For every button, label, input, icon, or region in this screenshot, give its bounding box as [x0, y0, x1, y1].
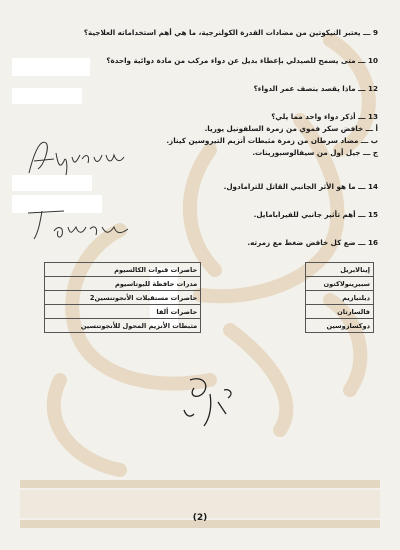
- question-14: 14 ـــ ما هو الأثر الجانبي القاتل للترامادول.: [223, 182, 378, 191]
- drug-name-cell: سبيرينولاكتون: [306, 277, 374, 291]
- drug-class-cell: حاصرات مستقبلات الأنجوتنسين2: [45, 291, 201, 305]
- question-15: 15 ـــ أهم تأثير جانبي للفيرابامايل.: [253, 210, 378, 219]
- question-16: 16 ـــ ضع كل خافض ضغط مع زمرته.: [247, 238, 378, 247]
- drug-class-cell: حاصرات قنوات الكالسيوم: [45, 263, 201, 277]
- redaction-block: [12, 88, 82, 104]
- matching-table: [44, 262, 374, 333]
- question-13: 13 ـــ أذكر دواء واحد مما يلي؟: [271, 112, 378, 121]
- drug-class-cell: حاصرات ألفا: [45, 305, 201, 319]
- drug-class-cell: مدرات حافظة للبوتاسيوم: [45, 277, 201, 291]
- examiner-signature: [170, 370, 250, 440]
- table-row: [45, 319, 374, 333]
- question-13-c: ج ـــ جيل أول من سيفالوسبورينات.: [252, 148, 378, 157]
- table-row: [45, 263, 374, 277]
- table-row: [45, 305, 374, 319]
- table-row: [45, 277, 374, 291]
- table-row: [45, 291, 374, 305]
- question-9: 9 ـــ يعتبر النيكوتين من مضادات القدرة الكولنرجية، ما هي أهم استخداماته العلاجية؟: [83, 28, 378, 37]
- redaction-block: [12, 58, 90, 76]
- question-13-a: أ ـــ خافض سكر فموي من زمرة السلفونيل يوريا.: [204, 124, 378, 133]
- drug-name-cell: فالسارتان: [306, 305, 374, 319]
- drug-class-cell: مثبطات الأنزيم المحول للأنجوتنسين: [45, 319, 201, 333]
- question-12: 12 ـــ ماذا يقصد بنصف عمر الدواء؟: [253, 84, 378, 93]
- handwritten-signature: [24, 205, 144, 245]
- question-10: 10 ـــ متى يسمح للصيدلي بإعطاء بديل عن دواء مركب من مادة دوائية واحدة؟: [106, 56, 378, 65]
- question-13-b: ب ـــ مضاد سرطان من زمرة مثبطات أنزيم التيروسين كيناز.: [166, 136, 378, 145]
- drug-name-cell: إينالابريل: [306, 263, 374, 277]
- drug-name-cell: ديلتيازيم: [306, 291, 374, 305]
- page-number: (2): [192, 513, 208, 523]
- handwritten-signature: [24, 135, 154, 180]
- drug-name-cell: دوكسازوسين: [306, 319, 374, 333]
